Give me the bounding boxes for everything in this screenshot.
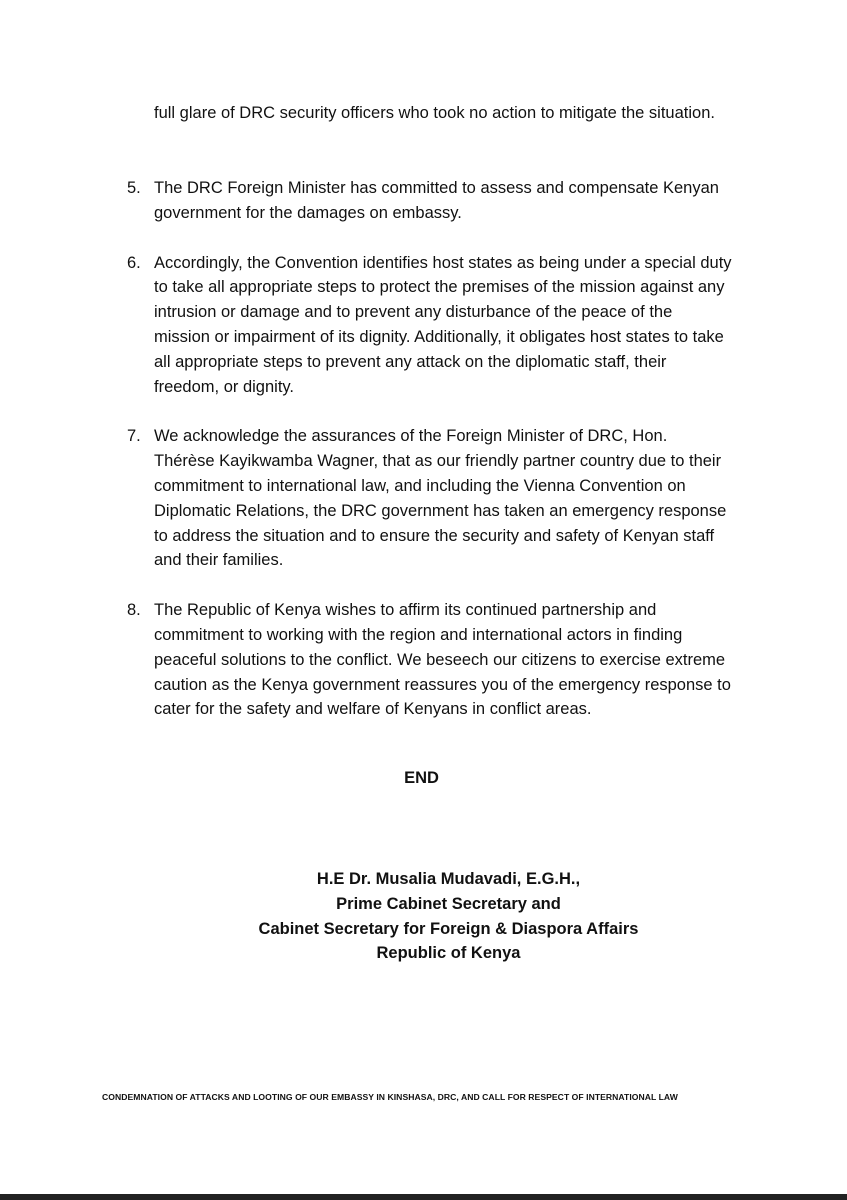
list-item-number: 8. xyxy=(127,601,141,620)
signatory-title-2: Cabinet Secretary for Foreign & Diaspora Affairs xyxy=(258,919,639,938)
continuation-paragraph: full glare of DRC security officers who took no action to mitigate the situation. xyxy=(154,104,715,122)
footer-title: CONDEMNATION OF ATTACKS AND LOOTING OF OUR EMBASSY IN KINSHASA, DRC, AND CALL FOR RESPECT OF INTERNATIONAL LAW xyxy=(102,1092,678,1102)
signatory-name: H.E Dr. Musalia Mudavadi, E.G.H., xyxy=(316,870,581,888)
list-item-text: Accordingly, the Convention identifies host states as being under a special duty to take all appropriate steps to protect the premises of the mission against any intrusion or damage and to prevent any disturbance of the peace of the mission or impairment of its dignity. Additionally, it obligates host states to take all appropriate steps to prevent any attack on the diplomatic staff, their freedom, or dignity. xyxy=(154,253,732,396)
signature-block xyxy=(0,867,847,966)
bottom-border xyxy=(0,1194,847,1200)
numbered-list xyxy=(127,176,747,747)
list-item-text: The Republic of Kenya wishes to affirm its continued partnership and commitment to working with the region and international actors in finding peaceful solutions to the conflict. We beseech our citizens to exercise extreme caution as the Kenya government reassures you of the emergency response to cater for the safety and welfare of Kenyans in conflict areas. xyxy=(154,601,731,719)
list-item-7 xyxy=(127,424,747,573)
list-item-8 xyxy=(127,598,747,722)
signatory-country: Republic of Kenya xyxy=(376,944,521,963)
end-label-text: END xyxy=(404,769,439,787)
list-item-number: 7. xyxy=(127,427,141,446)
signatory-title-1: Prime Cabinet Secretary and xyxy=(336,894,561,913)
list-item-6 xyxy=(127,251,747,400)
list-item-text: We acknowledge the assurances of the Foreign Minister of DRC, Hon. Thérèse Kayikwamba Wagner, that as our friendly partner country due to their commitment to international law, and including the Vienna Convention on Diplomatic Relations, the DRC government has taken an emergency response to address the situation and to ensure the security and safety of Kenyan staff and their families. xyxy=(154,427,727,570)
list-item-5 xyxy=(127,176,747,226)
list-item-number: 6. xyxy=(127,253,141,272)
end-label xyxy=(0,769,847,788)
list-item-text: The DRC Foreign Minister has committed to assess and compensate Kenyan government for the damages on embassy. xyxy=(154,179,719,222)
list-item-number: 5. xyxy=(127,179,141,197)
